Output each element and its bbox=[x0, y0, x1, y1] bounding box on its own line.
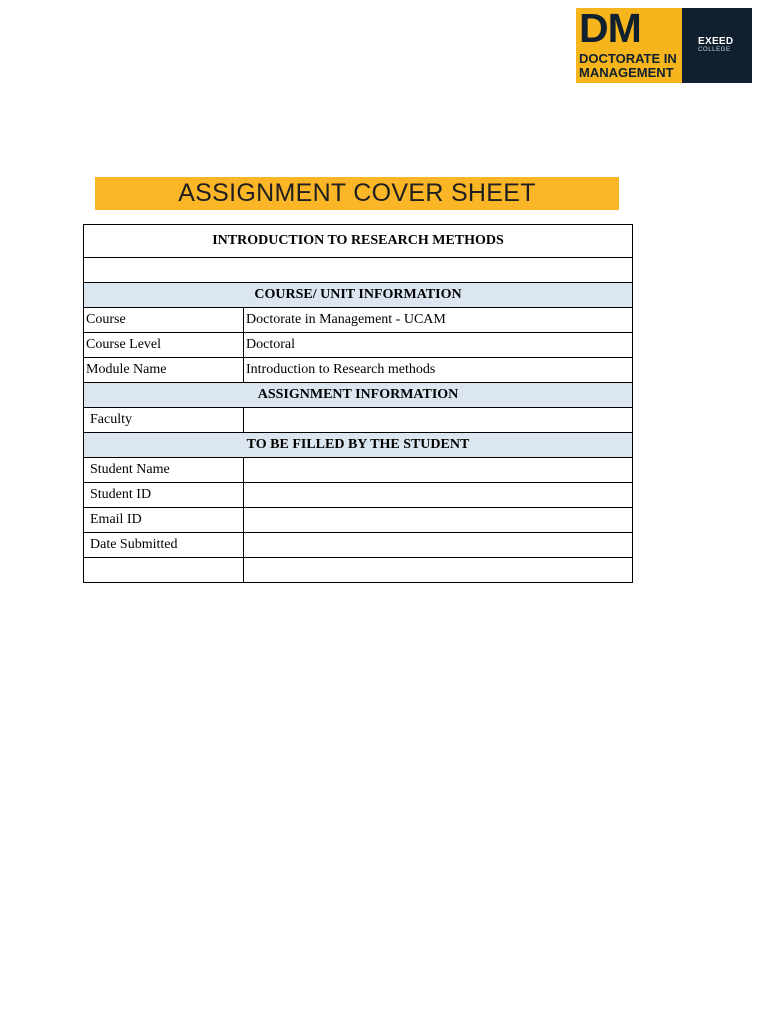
title-row bbox=[84, 225, 633, 258]
faculty-field[interactable] bbox=[244, 408, 633, 433]
row-label: Faculty bbox=[84, 408, 244, 433]
table-row bbox=[84, 558, 633, 583]
table-row bbox=[84, 358, 633, 383]
section-assignment bbox=[84, 383, 633, 408]
row-label: Course bbox=[84, 308, 244, 333]
cover-sheet-table bbox=[83, 224, 633, 583]
blank-cell bbox=[84, 258, 633, 283]
row-label: Email ID bbox=[84, 508, 244, 533]
table-row bbox=[84, 308, 633, 333]
table-row bbox=[84, 483, 633, 508]
section-heading: COURSE/ UNIT INFORMATION bbox=[84, 283, 633, 308]
table-row bbox=[84, 408, 633, 433]
row-label: Student ID bbox=[84, 483, 244, 508]
student-id-field[interactable] bbox=[244, 483, 633, 508]
table-row bbox=[84, 533, 633, 558]
cover-sheet-banner bbox=[95, 177, 619, 210]
row-value: Introduction to Research methods bbox=[244, 358, 633, 383]
blank-row bbox=[84, 258, 633, 283]
logo-navy-block bbox=[682, 8, 752, 83]
table-row bbox=[84, 333, 633, 358]
row-label: Course Level bbox=[84, 333, 244, 358]
partner-logo-sub: COLLEGE bbox=[698, 47, 731, 53]
date-submitted-field[interactable] bbox=[244, 533, 633, 558]
table-row bbox=[84, 508, 633, 533]
logo-line-2: MANAGEMENT bbox=[579, 65, 674, 80]
module-title: INTRODUCTION TO RESEARCH METHODS bbox=[84, 225, 633, 258]
logo-yellow-block bbox=[576, 5, 682, 83]
dm-logo bbox=[576, 5, 752, 83]
row-label bbox=[84, 558, 244, 583]
partner-logo-name: EXEED bbox=[698, 36, 734, 47]
student-name-field[interactable] bbox=[244, 458, 633, 483]
email-id-field[interactable] bbox=[244, 508, 633, 533]
section-course-unit bbox=[84, 283, 633, 308]
section-heading: TO BE FILLED BY THE STUDENT bbox=[84, 433, 633, 458]
row-label: Student Name bbox=[84, 458, 244, 483]
table-row bbox=[84, 458, 633, 483]
section-student bbox=[84, 433, 633, 458]
section-heading: ASSIGNMENT INFORMATION bbox=[84, 383, 633, 408]
row-value: Doctorate in Management - UCAM bbox=[244, 308, 633, 333]
banner-title: ASSIGNMENT COVER SHEET bbox=[178, 179, 536, 207]
row-value: Doctoral bbox=[244, 333, 633, 358]
extra-field[interactable] bbox=[244, 558, 633, 583]
logo-line-1: DOCTORATE IN bbox=[579, 51, 677, 66]
logo-mark: DM bbox=[579, 5, 641, 51]
row-label: Module Name bbox=[84, 358, 244, 383]
row-label: Date Submitted bbox=[84, 533, 244, 558]
